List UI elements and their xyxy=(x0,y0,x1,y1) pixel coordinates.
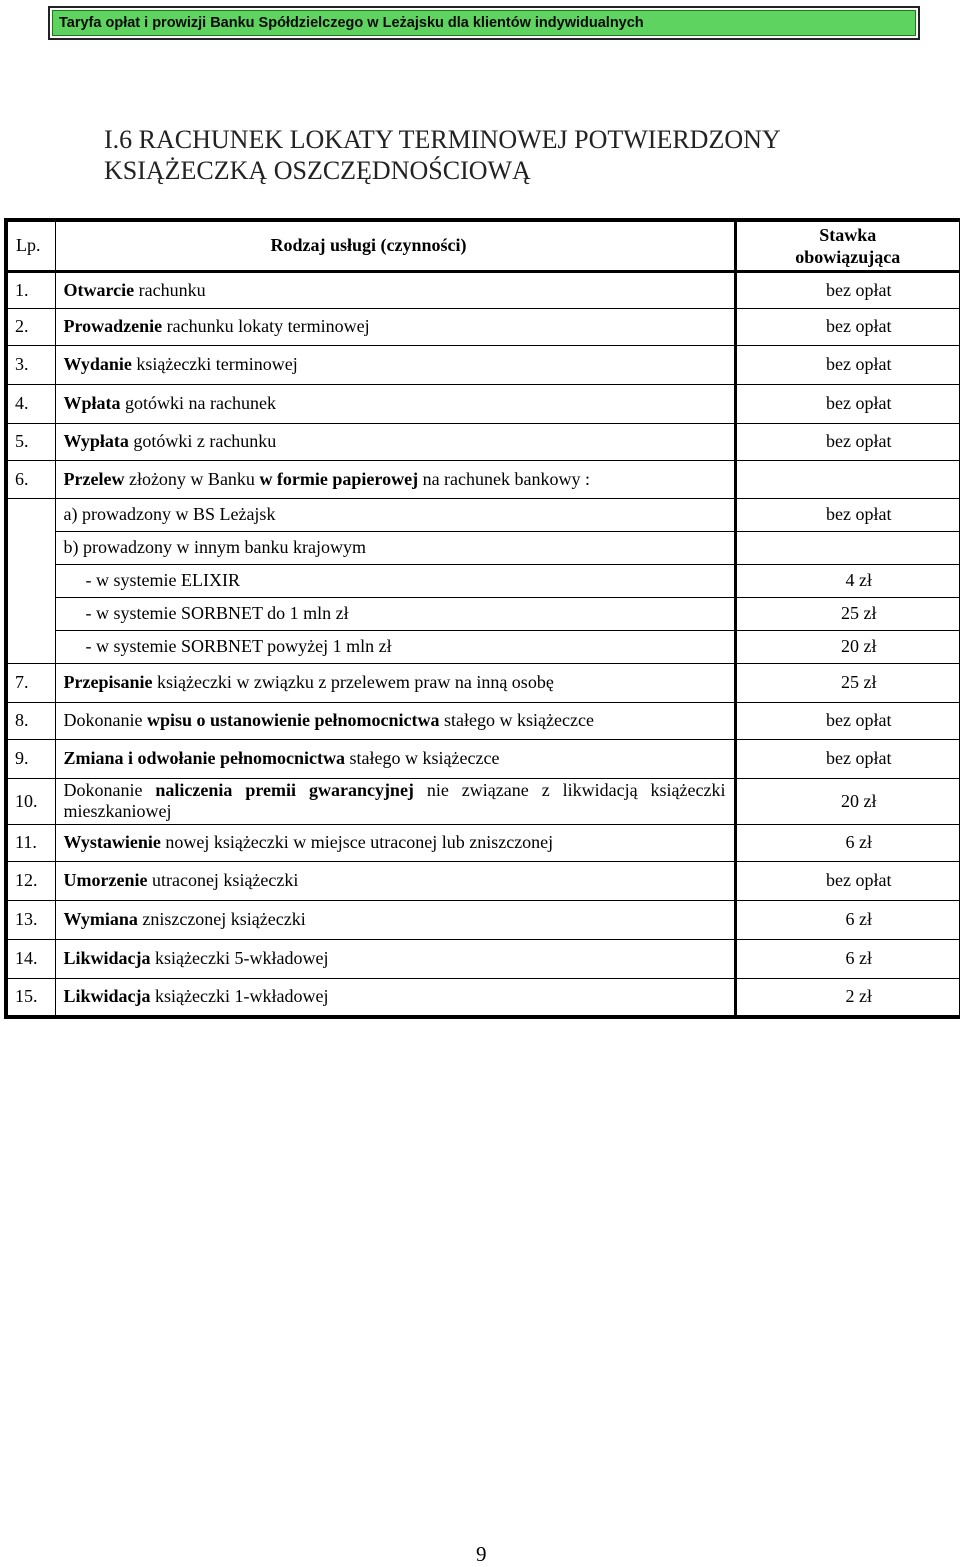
service-keyword: Przelew xyxy=(63,468,125,489)
row-rate-empty xyxy=(735,460,960,498)
service-text: gotówki z rachunku xyxy=(128,431,277,451)
row-lp: 6. xyxy=(6,460,55,498)
subrow-rate: 25 zł xyxy=(735,597,960,630)
row-lp: 10. xyxy=(6,778,55,824)
row-rate: bez opłat xyxy=(735,739,960,778)
service-keyword: wpisu o ustanowienie pełnomocnictwa xyxy=(146,710,440,730)
service-keyword: Prowadzenie xyxy=(63,316,163,336)
subrow-label: - w systemie ELIXIR xyxy=(55,564,735,597)
row-lp: 8. xyxy=(6,702,55,739)
table-row xyxy=(6,824,960,861)
header-rate-line-1: Stawka xyxy=(819,224,877,245)
row-rate: bez opłat xyxy=(735,423,960,460)
row-rate: bez opłat xyxy=(735,271,960,308)
service-keyword: Likwidacja xyxy=(63,986,151,1007)
table-header-row xyxy=(6,220,960,271)
table-row xyxy=(6,861,960,900)
subrow-rate: 4 zł xyxy=(735,564,960,597)
table-subrow xyxy=(6,564,960,597)
row-rate: 6 zł xyxy=(735,900,960,939)
service-keyword: Wystawienie xyxy=(63,832,161,852)
row-lp: 2. xyxy=(6,308,55,345)
service-text: złożony w Banku xyxy=(124,468,260,489)
row-lp: 15. xyxy=(6,978,55,1017)
table-subrow xyxy=(6,597,960,630)
row-rate: bez opłat xyxy=(735,308,960,345)
row-rate: 25 zł xyxy=(735,663,960,702)
row-rate: 6 zł xyxy=(735,824,960,861)
header-rate-line-2: obowiązująca xyxy=(795,246,901,267)
service-text: nie związane z likwidacją książeczki mieszkaniowej xyxy=(63,780,726,821)
row-rate: bez opłat xyxy=(735,384,960,423)
row-service xyxy=(55,939,735,978)
table-row xyxy=(6,778,960,824)
row-service xyxy=(55,384,735,423)
table-subrow xyxy=(6,531,960,564)
service-text: stałego w książeczce xyxy=(345,748,500,768)
table-row xyxy=(6,978,960,1017)
subrow-label: - w systemie SORBNET do 1 mln zł xyxy=(55,597,735,630)
row-lp-empty xyxy=(6,498,55,663)
service-text: książeczki 5-wkładowej xyxy=(150,948,329,968)
table-row xyxy=(6,423,960,460)
service-text-2: na rachunek bankowy : xyxy=(418,468,591,489)
table-row xyxy=(6,308,960,345)
service-prefix: Dokonanie xyxy=(63,780,156,800)
table-row xyxy=(6,345,960,384)
row-rate: bez opłat xyxy=(735,702,960,739)
service-keyword-2: w formie papierowej xyxy=(259,468,419,489)
row-rate: bez opłat xyxy=(735,345,960,384)
document-header-banner xyxy=(48,6,920,40)
page-number: 9 xyxy=(476,1542,487,1566)
service-keyword: Wypłata xyxy=(63,431,129,451)
service-text: stałego w książeczce xyxy=(439,710,594,730)
row-rate: 20 zł xyxy=(735,778,960,824)
row-service xyxy=(55,978,735,1017)
row-service xyxy=(55,345,735,384)
table-row xyxy=(6,702,960,739)
row-service xyxy=(55,824,735,861)
section-title-line-2: KSIĄŻECZKĄ OSZCZĘDNOŚCIOWĄ xyxy=(104,156,531,185)
subrow-rate: 20 zł xyxy=(735,630,960,663)
service-keyword: naliczenia premii gwarancyjnej xyxy=(155,780,414,800)
service-keyword: Likwidacja xyxy=(63,948,151,968)
service-text: zniszczonej książeczki xyxy=(137,909,306,929)
service-text: gotówki na rachunek xyxy=(120,393,276,413)
table-subrow xyxy=(6,498,960,531)
service-text: utraconej książeczki xyxy=(147,870,299,890)
service-text: rachunku lokaty terminowej xyxy=(162,316,370,336)
row-lp: 1. xyxy=(6,271,55,308)
row-service xyxy=(55,900,735,939)
table-subrow xyxy=(6,630,960,663)
row-lp: 3. xyxy=(6,345,55,384)
subrow-label: - w systemie SORBNET powyżej 1 mln zł xyxy=(55,630,735,663)
table-row xyxy=(6,271,960,308)
row-rate: 6 zł xyxy=(735,939,960,978)
service-keyword: Zmiana i odwołanie pełnomocnictwa xyxy=(63,748,346,768)
row-lp: 7. xyxy=(6,663,55,702)
row-lp: 12. xyxy=(6,861,55,900)
section-title xyxy=(104,124,904,186)
service-keyword: Wpłata xyxy=(63,393,121,413)
service-keyword: Umorzenie xyxy=(63,870,148,890)
subrow-rate-empty xyxy=(735,531,960,564)
header-lp: Lp. xyxy=(6,220,55,271)
row-lp: 5. xyxy=(6,423,55,460)
banner-title: Taryfa opłat i prowizji Banku Spółdzielczego w Leżajsku dla klientów indywidualnych xyxy=(52,10,916,36)
table-row xyxy=(6,939,960,978)
service-text: książeczki w związku z przelewem praw na inną osobę xyxy=(152,672,554,692)
row-service xyxy=(55,861,735,900)
table-row xyxy=(6,384,960,423)
row-service xyxy=(55,702,735,739)
row-service xyxy=(55,308,735,345)
service-keyword: Otwarcie xyxy=(63,279,135,300)
row-rate: 2 zł xyxy=(735,978,960,1017)
service-keyword: Przepisanie xyxy=(63,672,153,692)
service-text: książeczki 1-wkładowej xyxy=(150,986,329,1007)
subrow-label: b) prowadzony w innym banku krajowym xyxy=(55,531,735,564)
row-lp: 13. xyxy=(6,900,55,939)
row-lp: 9. xyxy=(6,739,55,778)
table-row-transfer xyxy=(6,460,960,498)
table-row xyxy=(6,663,960,702)
table-row xyxy=(6,900,960,939)
row-service xyxy=(55,271,735,308)
service-keyword: Wymiana xyxy=(63,909,138,929)
row-lp: 4. xyxy=(6,384,55,423)
row-service xyxy=(55,460,735,498)
row-lp: 11. xyxy=(6,824,55,861)
row-service xyxy=(55,778,735,824)
row-service xyxy=(55,423,735,460)
row-service xyxy=(55,663,735,702)
service-text: rachunku xyxy=(134,279,206,300)
tariff-table xyxy=(4,218,960,1019)
service-keyword: Wydanie xyxy=(63,354,132,374)
section-title-line-1: I.6 RACHUNEK LOKATY TERMINOWEJ POTWIERDZONY xyxy=(104,125,781,154)
subrow-label: a) prowadzony w BS Leżajsk xyxy=(55,498,735,531)
header-rate xyxy=(735,220,960,271)
table-row xyxy=(6,739,960,778)
row-service xyxy=(55,739,735,778)
row-lp: 14. xyxy=(6,939,55,978)
header-service: Rodzaj usługi (czynności) xyxy=(55,220,735,271)
service-text: książeczki terminowej xyxy=(131,354,298,374)
service-text: nowej książeczki w miejsce utraconej lub zniszczonej xyxy=(160,832,554,852)
subrow-rate: bez opłat xyxy=(735,498,960,531)
service-prefix: Dokonanie xyxy=(63,710,147,730)
row-rate: bez opłat xyxy=(735,861,960,900)
